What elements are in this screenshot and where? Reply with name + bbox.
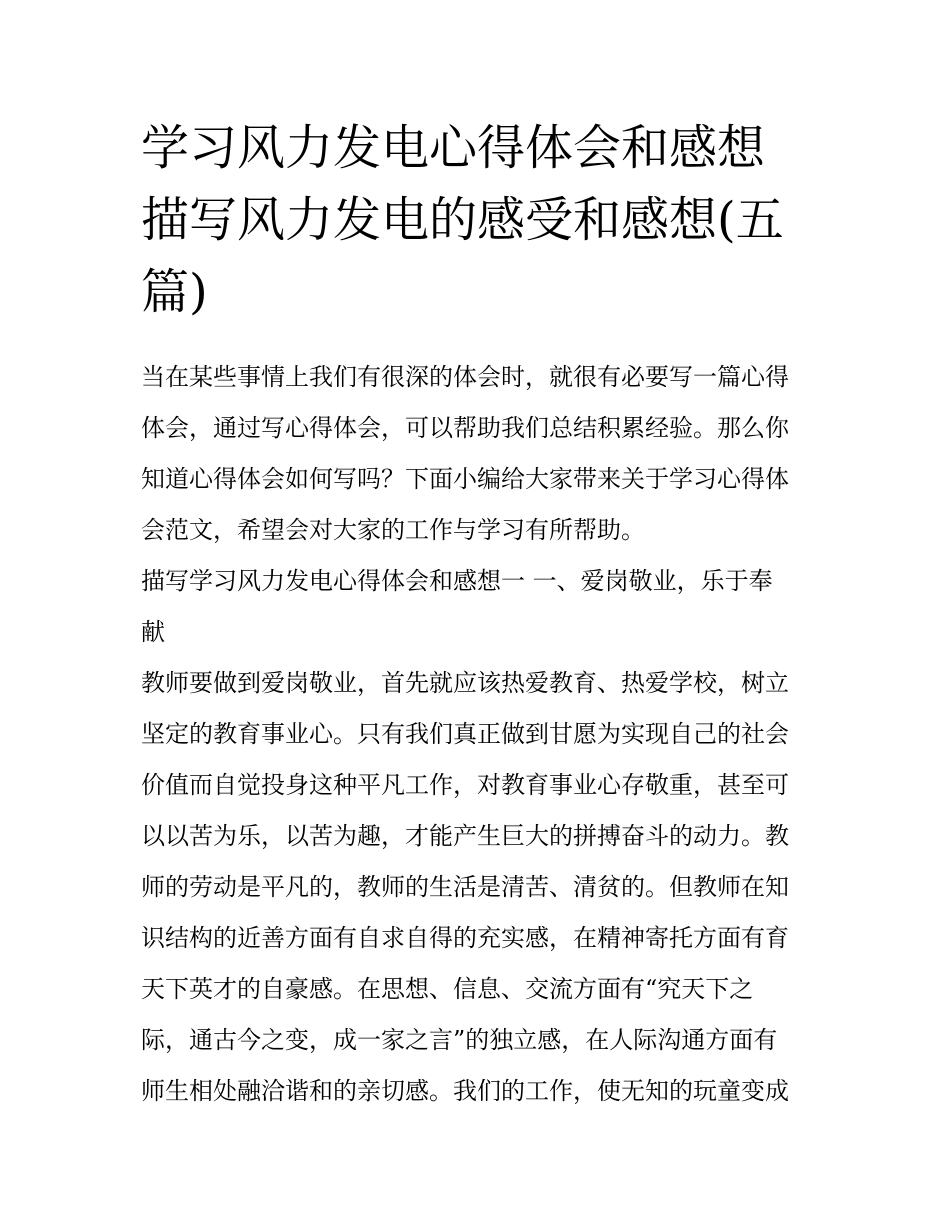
body-line: 以以苦为乐，以苦为趣，才能产生巨大的拼搏奋斗的动力。教 xyxy=(141,822,789,850)
title-line-3: 篇) xyxy=(141,264,208,320)
body-line: 知道心得体会如何写吗？下面小编给大家带来关于学习心得体 xyxy=(141,465,789,493)
body-line: 教师要做到爱岗敬业，首先就应该热爱教育、热爱学校，树立 xyxy=(141,669,789,697)
body-line: 体会，通过写心得体会，可以帮助我们总结积累经验。那么你 xyxy=(141,414,789,442)
body-line: 价值而自觉投身这种平凡工作，对教育事业心存敬重，甚至可 xyxy=(141,771,789,799)
body-line: 坚定的教育事业心。只有我们真正做到甘愿为实现自己的社会 xyxy=(141,720,789,748)
title-line-1: 学习风力发电心得体会和感想 xyxy=(141,120,766,176)
body-line: 会范文，希望会对大家的工作与学习有所帮助。 xyxy=(141,516,645,544)
body-line: 识结构的近善方面有自求自得的充实感，在精神寄托方面有育 xyxy=(141,924,789,952)
section-heading-line: 描写学习风力发电心得体会和感想一 一、爱岗敬业，乐于奉 xyxy=(141,567,773,595)
section-heading-line: 献 xyxy=(141,618,165,646)
document-title xyxy=(141,112,813,328)
body-line: 天下英才的自豪感。在思想、信息、交流方面有“究天下之 xyxy=(141,975,754,1003)
body-line: 师生相处融洽谐和的亲切感。我们的工作，使无知的玩童变成 xyxy=(141,1077,789,1105)
document-body xyxy=(141,352,821,1117)
body-line: 师的劳动是平凡的，教师的生活是清苦、清贫的。但教师在知 xyxy=(141,873,789,901)
body-line: 际，通古今之变，成一家之言”的独立感，在人际沟通方面有 xyxy=(141,1026,778,1054)
body-line: 当在某些事情上我们有很深的体会时，就很有必要写一篇心得 xyxy=(141,363,789,391)
title-line-2: 描写风力发电的感受和感想(五 xyxy=(141,192,784,248)
